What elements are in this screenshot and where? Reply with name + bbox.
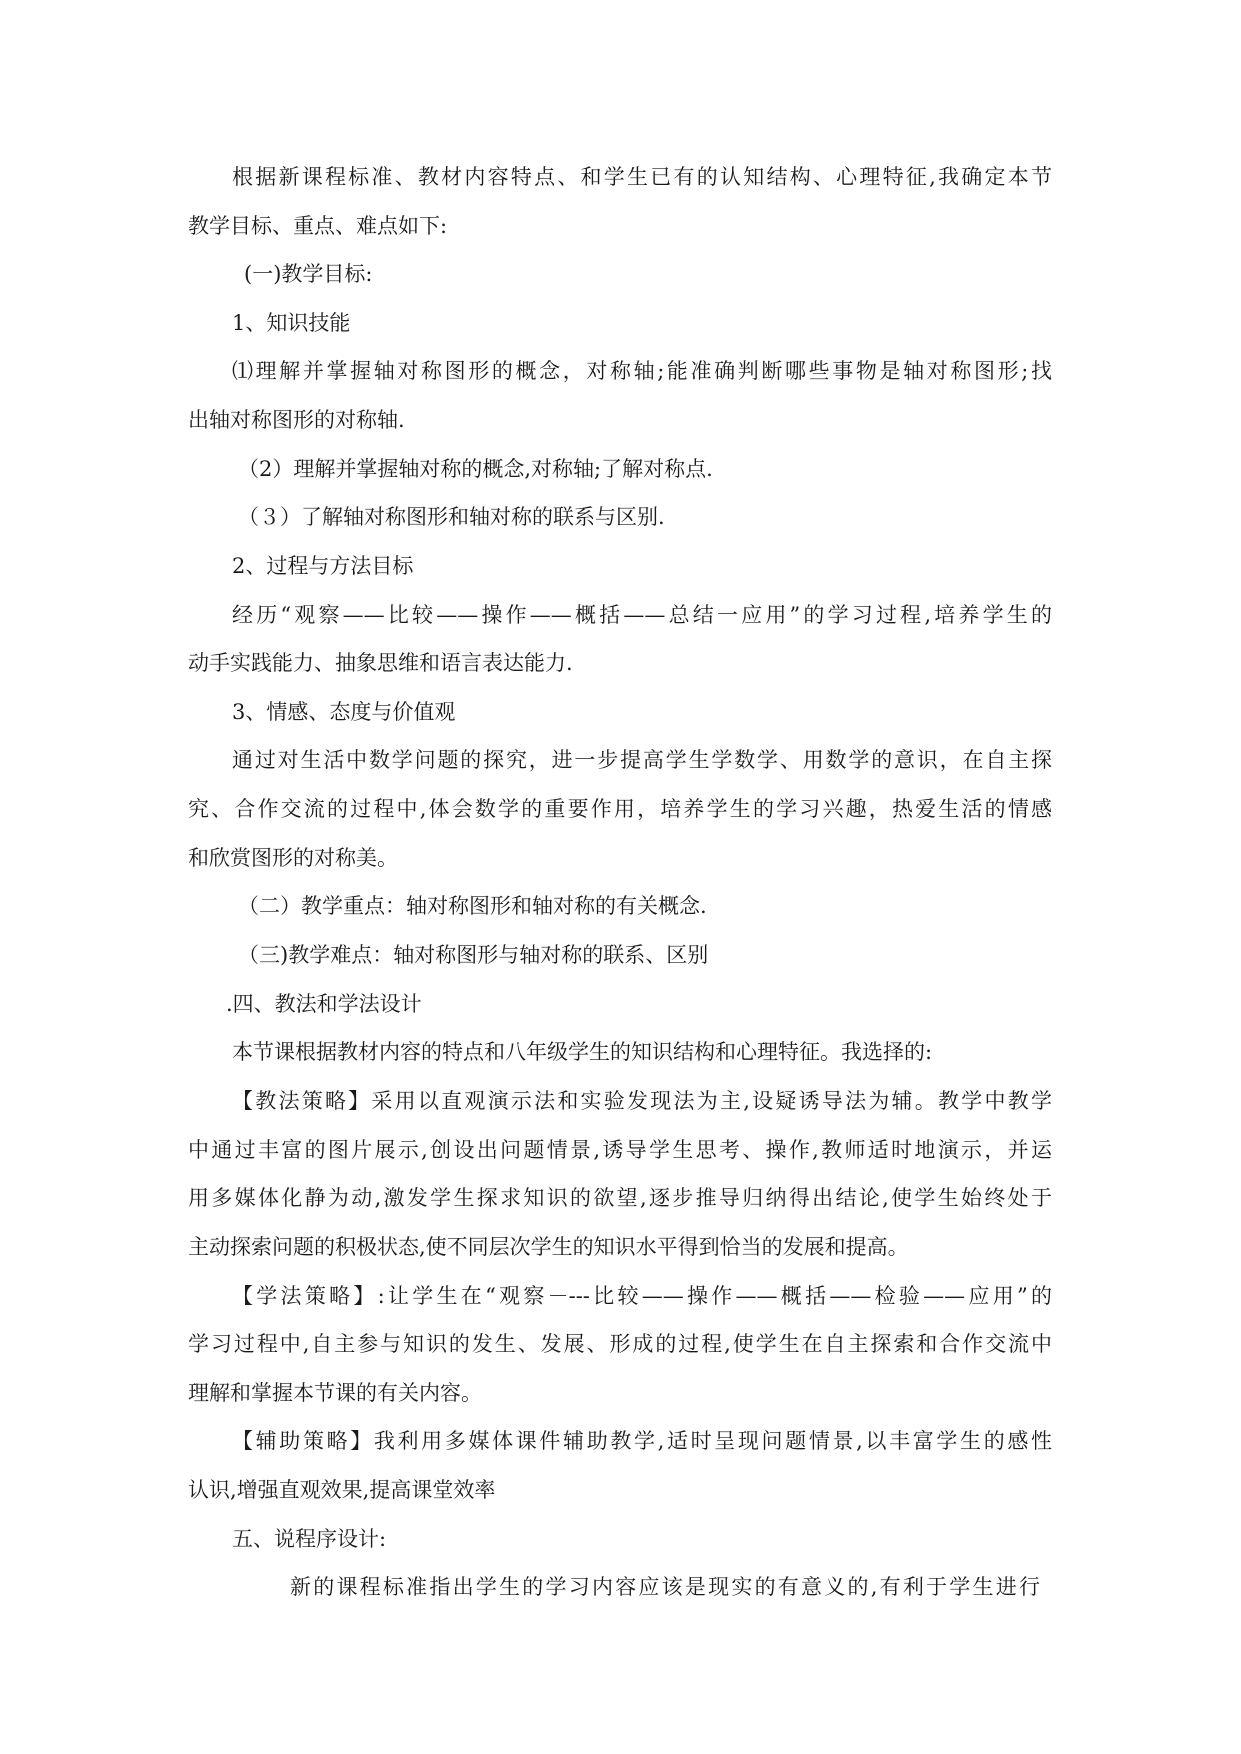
section-heading-methods: .四、教法和学法设计 (226, 992, 422, 1016)
subheading-knowledge: 1、知识技能 (232, 311, 351, 335)
emotion-line-1: 通过对生活中数学问题的探究，进一步提高学生学数学、用数学的意识，在自主探 (232, 748, 1052, 772)
auxiliary-strategy-line-2: 认识,增强直观效果,提高课堂效率 (188, 1478, 496, 1502)
knowledge-item-3: （３）了解轴对称图形和轴对称的联系与区别. (238, 505, 665, 529)
knowledge-item-2: （2）理解并掌握轴对称的概念,对称轴;了解对称点. (238, 457, 713, 481)
knowledge-item-1-line-2: 出轴对称图形的对称轴. (188, 408, 405, 432)
subheading-process: 2、过程与方法目标 (232, 554, 414, 578)
teaching-strategy-line-1: 【教法策略】采用以直观演示法和实验发现法为主,设疑诱导法为辅。教学中教学 (232, 1089, 1052, 1113)
auxiliary-strategy-line-1: 【辅助策略】我利用多媒体课件辅助教学,适时呈现问题情景,以丰富学生的感性 (232, 1429, 1052, 1453)
learning-strategy-line-3: 理解和掌握本节课的有关内容。 (188, 1381, 482, 1405)
subheading-emotion: 3、情感、态度与价值观 (232, 700, 456, 724)
difficulty-point: （三)教学难点：轴对称图形与轴对称的联系、区别 (238, 943, 709, 967)
emotion-line-2: 究、合作交流的过程中,体会数学的重要作用，培养学生的学习兴趣，热爱生活的情感 (188, 797, 1052, 821)
procedure-line-1: 新的课程标准指出学生的学习内容应该是现实的有意义的,有利于学生进行 (290, 1575, 1040, 1599)
teaching-strategy-line-4: 主动探索问题的积极状态,使不同层次学生的知识水平得到恰当的发展和提高。 (188, 1235, 909, 1259)
methods-intro: 本节课根据教材内容的特点和八年级学生的知识结构和心理特征。我选择的: (232, 1040, 933, 1064)
process-line-2: 动手实践能力、抽象思维和语言表达能力. (188, 651, 573, 675)
emotion-line-3: 和欣赏图形的对称美。 (188, 846, 398, 870)
knowledge-item-1-line-1: ⑴理解并掌握轴对称图形的概念，对称轴;能准确判断哪些事物是轴对称图形;找 (232, 359, 1052, 383)
teaching-strategy-line-2: 中通过丰富的图片展示,创设出问题情景,诱导学生思考、操作,教师适时地演示，并运 (188, 1138, 1052, 1162)
process-line-1: 经历“观察——比较——操作——概括——总结一应用”的学习过程,培养学生的 (232, 603, 1052, 627)
intro-line-1: 根据新课程标准、教材内容特点、和学生已有的认知结构、心理特征,我确定本节 (232, 165, 1052, 189)
learning-strategy-line-2: 学习过程中,自主参与知识的发生、发展、形成的过程,使学生在自主探索和合作交流中 (188, 1332, 1052, 1356)
learning-strategy-line-1: 【学法策略】:让学生在“观察－---比较——操作——概括——检验——应用”的 (232, 1284, 1052, 1308)
section-heading-goals: (一)教学目标: (244, 262, 373, 286)
intro-line-2: 教学目标、重点、难点如下: (188, 214, 448, 238)
teaching-strategy-line-3: 用多媒体化静为动,激发学生探求知识的欲望,逐步推导归纳得出结论,使学生始终处于 (188, 1186, 1052, 1210)
key-point: （二）教学重点：轴对称图形和轴对称的有关概念. (238, 894, 707, 918)
section-heading-procedure: 五、说程序设计: (232, 1527, 387, 1551)
